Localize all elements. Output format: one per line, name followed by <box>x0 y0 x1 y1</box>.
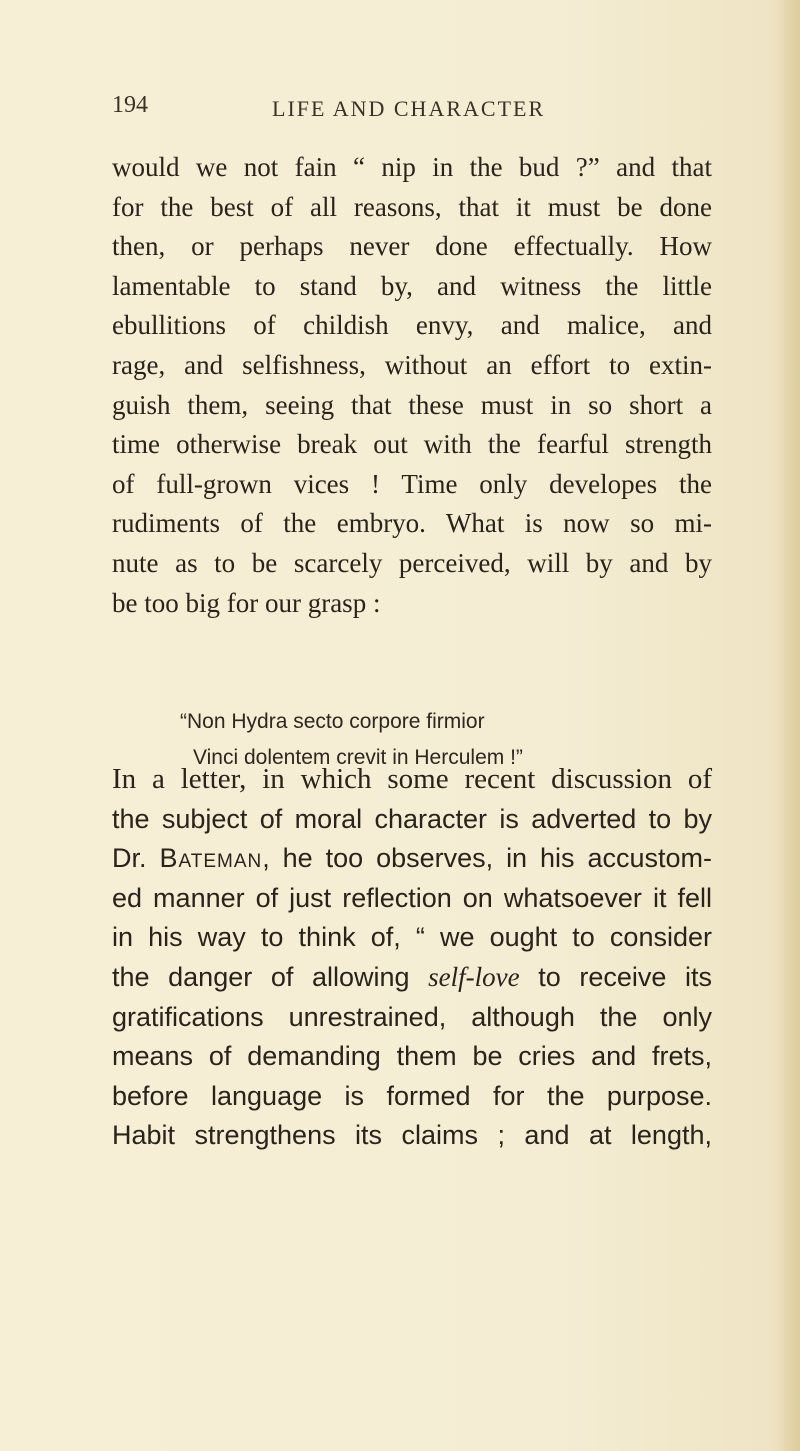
text-line: rudiments of the embryo. What is now so mi- <box>112 508 712 539</box>
text-line: be too big for our grasp : <box>112 587 381 618</box>
quotation-line: “Non Hydra secto corpore firmior <box>180 710 485 733</box>
text-fragment: the danger of allowing <box>112 961 429 992</box>
text-line: ed manner of just reflection on whatsoever it fell <box>112 882 712 913</box>
page-edge-shading <box>778 0 800 1451</box>
page-number: 194 <box>112 92 148 118</box>
text-line: In a letter, in which some recent discussion of <box>112 763 712 795</box>
running-head: LIFE AND CHARACTER <box>272 96 546 121</box>
text-line: ebullitions of childish envy, and malice, and <box>112 310 712 341</box>
text-fragment: , he too observes, in his accustom- <box>262 843 712 874</box>
text-fragment: to receive its <box>519 961 713 992</box>
text-line: the subject of moral character is adverted to by <box>112 803 712 834</box>
page-header <box>112 92 712 132</box>
quotation-line: Vinci dolentem crevit in Herculem !” <box>193 746 523 769</box>
text-line: Habit strengthens its claims ; and at length, <box>112 1120 712 1151</box>
text-line: time otherwise break out with the fearful strength <box>112 429 712 460</box>
text-line: for the best of all reasons, that it must be done <box>112 191 712 222</box>
text-line: of full-grown vices ! Time only developes the <box>112 468 712 499</box>
text-line <box>112 839 712 879</box>
text-line: before language is formed for the purpose. <box>112 1080 712 1111</box>
text-line: would we not fain “ nip in the bud ?” and that <box>112 152 712 182</box>
text-line: in his way to think of, “ we ought to consider <box>112 922 712 953</box>
author-name: Bateman <box>159 843 263 874</box>
paragraph-1 <box>112 148 712 623</box>
text-line: means of demanding them be cries and frets, <box>112 1041 712 1072</box>
text-line <box>112 958 712 998</box>
paragraph-2 <box>112 760 712 1156</box>
text-line: gratifications unrestrained, although the only <box>112 1001 712 1032</box>
italic-term: self-love <box>428 961 520 992</box>
text-fragment: Dr. <box>112 843 160 874</box>
text-line: then, or perhaps never done effectually. How <box>112 231 712 262</box>
text-line: nute as to be scarcely perceived, will by and by <box>112 547 712 578</box>
text-line: rage, and selfishness, without an effort to extin- <box>112 349 712 380</box>
text-line: guish them, seeing that these must in so short a <box>112 389 712 420</box>
text-line: lamentable to stand by, and witness the little <box>112 270 712 301</box>
